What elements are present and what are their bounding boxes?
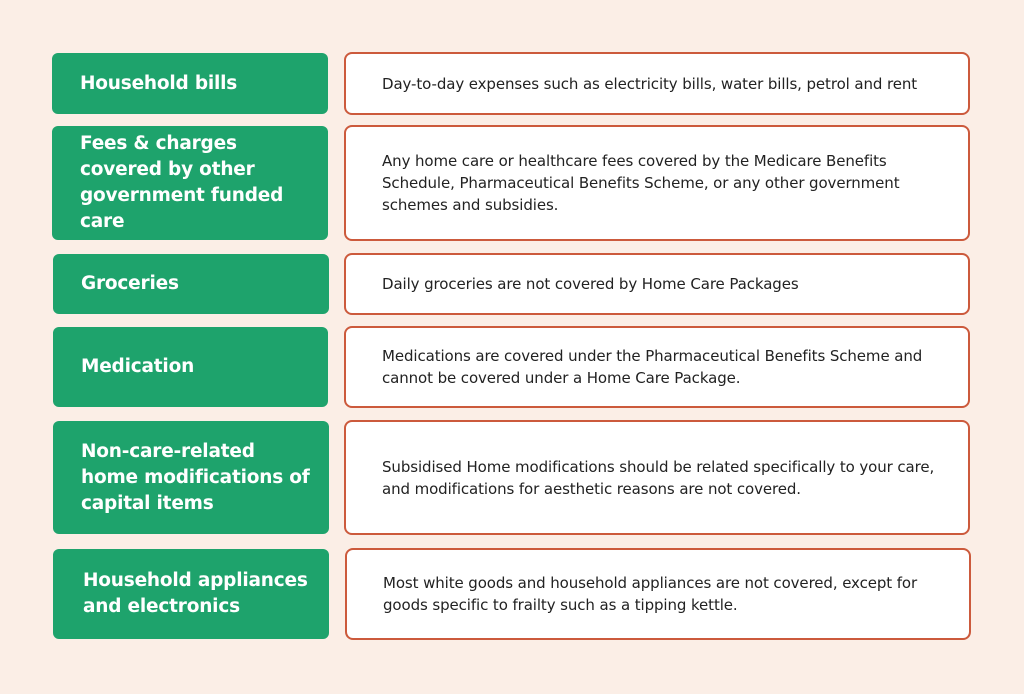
row-label-household-bills <box>52 53 328 114</box>
row-description-fees-charges <box>344 125 970 241</box>
row-description-text: Daily groceries are not covered by Home Care Packages <box>382 275 799 293</box>
row-label-home-modifications <box>53 421 329 534</box>
row-description-text: Medications are covered under the Pharmaceutical Benefits Scheme and cannot be covered under a Home Care Package. <box>382 347 923 387</box>
row-description-text: Day-to-day expenses such as electricity bills, water bills, petrol and rent <box>382 74 918 93</box>
row-description-household-bills <box>344 52 970 115</box>
row-label-text: Household appliances and electronics <box>83 570 308 617</box>
row-label-groceries <box>53 254 329 314</box>
row-description-groceries <box>344 253 970 315</box>
row-description-text: Most white goods and household appliances are not covered, except for goods specific to frailty such as a tipping kettle. <box>383 574 918 614</box>
row-description-text: Any home care or healthcare fees covered by the Medicare Benefits Schedule, Pharmaceutical Benefits Scheme, or any other government schemes and subsidies. <box>382 152 900 214</box>
row-description-medication <box>344 326 970 408</box>
row-label-text: Fees & charges covered by other government funded care <box>80 133 284 232</box>
row-label-fees-charges <box>52 126 328 240</box>
row-label-text: Non-care-related home modifications of capital items <box>81 440 310 514</box>
row-description-household-appliances <box>345 548 971 640</box>
row-label-text: Groceries <box>81 273 179 294</box>
row-label-text: Household bills <box>80 72 238 94</box>
row-description-text: Subsidised Home modifications should be related specifically to your care, and modifications for aesthetic reasons are not covered. <box>382 457 935 498</box>
row-label-text: Medication <box>81 356 195 377</box>
row-description-home-modifications <box>344 420 970 535</box>
row-label-household-appliances <box>53 549 329 639</box>
row-label-medication <box>53 327 328 407</box>
